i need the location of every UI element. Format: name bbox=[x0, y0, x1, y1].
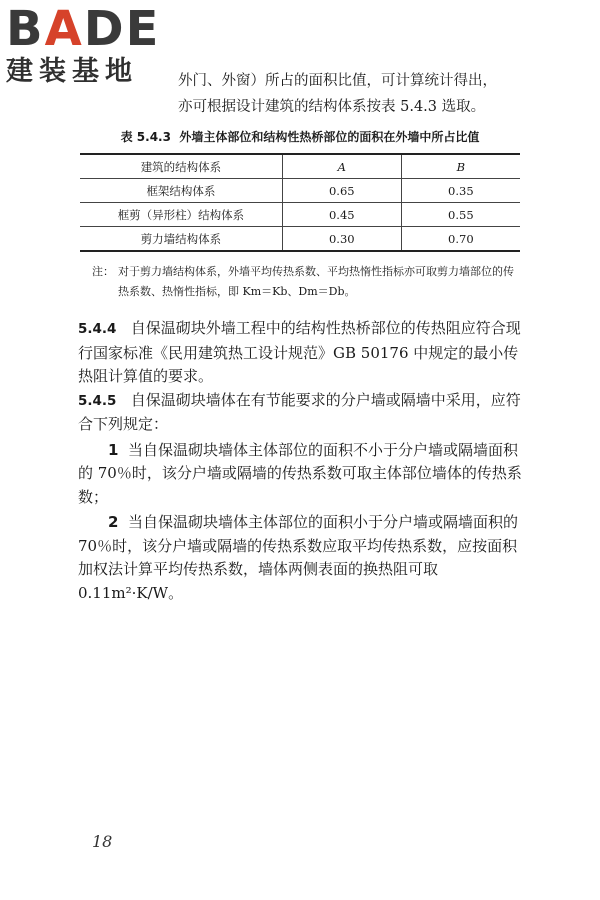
continued-line-1: 外门、外窗）所占的面积比值，可计算统计得出， bbox=[178, 73, 497, 89]
table-cell: 0.70 bbox=[401, 227, 520, 252]
table-cell: 框架结构体系 bbox=[80, 179, 282, 203]
continued-paragraph bbox=[178, 68, 538, 120]
table-cell: 0.45 bbox=[282, 203, 401, 227]
table-cell: 0.55 bbox=[401, 203, 520, 227]
table-row bbox=[80, 203, 520, 227]
main-text bbox=[78, 317, 524, 605]
item-number: 1 bbox=[108, 440, 119, 459]
table-header-row bbox=[80, 154, 520, 179]
note-label: 注： bbox=[92, 265, 114, 278]
list-item bbox=[78, 439, 524, 510]
item-text: 当自保温砌块墙体主体部位的面积不小于分户墙或隔墙面积的 70％时，该分户墙或隔墙的传热系数可取主体部位墙体的传热系数； bbox=[78, 440, 522, 506]
table-header-cell: 建筑的结构体系 bbox=[80, 154, 282, 179]
section-text: 自保温砌块外墙工程中的结构性热桥部位的传热阻应符合现行国家标准《民用建筑热工设计规范》GB 50176 中规定的最小传热阻计算值的要求。 bbox=[78, 319, 521, 385]
table-cell: 剪力墙结构体系 bbox=[80, 227, 282, 252]
table-header-cell: B bbox=[401, 154, 520, 179]
note-text: 对于剪力墙结构体系，外墙平均传热系数、平均热惰性指标亦可取剪力墙部位的传热系数、热惰性指标，即 Km＝Kb、Dm＝Db。 bbox=[118, 265, 514, 298]
table-caption bbox=[80, 128, 520, 145]
item-text: 当自保温砌块墙体主体部位的面积小于分户墙或隔墙面积的 70％时，该分户墙或隔墙的传热系数应取平均传热系数，应按面积加权法计算平均传热系数，墙体两侧表面的换热阻可取 0.11m²·K/W。 bbox=[78, 513, 518, 602]
ratio-table bbox=[80, 153, 520, 252]
table-note bbox=[92, 262, 524, 302]
logo-wordmark: BADE bbox=[6, 1, 161, 57]
table-row bbox=[80, 179, 520, 203]
section-5-4-5 bbox=[78, 389, 524, 437]
section-number: 5.4.4 bbox=[78, 321, 117, 337]
table-cell: 0.65 bbox=[282, 179, 401, 203]
site-logo bbox=[6, 1, 176, 90]
table-row bbox=[80, 227, 520, 252]
item-number: 2 bbox=[108, 513, 119, 531]
page-number: 18 bbox=[92, 832, 113, 851]
section-number: 5.4.5 bbox=[78, 392, 117, 409]
list-item bbox=[78, 511, 524, 605]
table-number: 表 5.4.3 bbox=[120, 130, 171, 144]
section-5-4-4 bbox=[78, 317, 524, 389]
continued-line-2: 亦可根据设计建筑的结构体系按表 5.4.3 选取。 bbox=[178, 99, 486, 115]
table-header-cell: A bbox=[282, 154, 401, 179]
logo-subtitle: 建装基地 bbox=[6, 56, 138, 87]
table-cell: 框剪（异形柱）结构体系 bbox=[80, 203, 282, 227]
section-text: 自保温砌块墙体在有节能要求的分户墙或隔墙中采用，应符合下列规定： bbox=[78, 390, 521, 433]
table-title: 外墙主体部位和结构性热桥部位的面积在外墙中所占比值 bbox=[179, 130, 480, 144]
table-cell: 0.35 bbox=[401, 179, 520, 203]
table-cell: 0.30 bbox=[282, 227, 401, 252]
